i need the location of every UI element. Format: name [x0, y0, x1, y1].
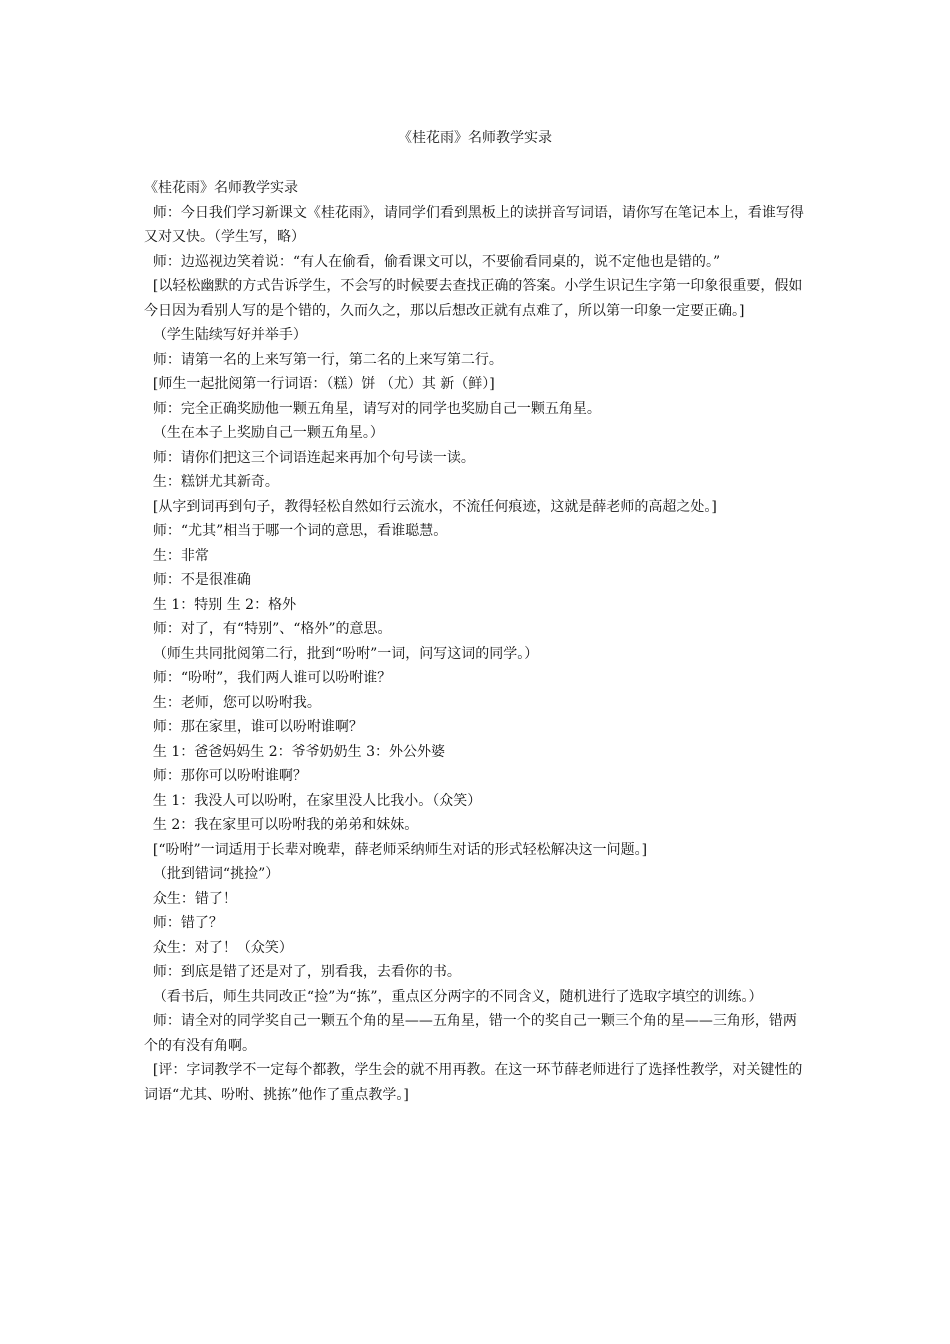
document-paragraph: 师：到底是错了还是对了，别看我，去看你的书。	[144, 964, 461, 980]
document-paragraph: 师：今日我们学习新课文《桂花雨》，请同学们看到黑板上的读拼音写词语，请你写在笔记本上，看谁写得又对又快。（学生写，略）	[144, 204, 804, 245]
document-paragraph: 生 1：我没人可以吩咐，在家里没人比我小。（众笑）	[144, 792, 482, 809]
document-paragraph: [从字到词再到句子，教得轻松自然如行云流水，不流任何痕迹，这就是薛老师的高超之处。]	[144, 498, 717, 515]
document-paragraph: 众生：错了！	[144, 890, 237, 907]
document-paragraph: （生在本子上奖励自己一颗五角星。）	[144, 425, 384, 441]
document-paragraph: （看书后，师生共同改正“捡”为“拣”，重点区分两字的不同含义，随机进行了选取字填空的训练。）	[144, 988, 763, 1005]
document-paragraph: 生：老师，您可以吩咐我。	[144, 694, 321, 711]
document-title: 《桂花雨》名师教学实录	[398, 130, 552, 146]
document-paragraph: 生：非常	[144, 547, 209, 564]
document-paragraph: [“吩咐”一词适用于长辈对晚辈，薛老师采纳师生对话的形式轻松解决这一问题。]	[144, 841, 648, 858]
document-paragraph: （学生陆续写好并举手）	[144, 327, 307, 343]
document-paragraph: 师：请第一名的上来写第一行，第二名的上来写第二行。	[144, 351, 503, 368]
document-paragraph: [以轻松幽默的方式告诉学生，不会写的时候要去查找正确的答案。小学生识记生字第一印象很重要，假如今日因为看别人写的是个错的，久而久之，那以后想改正就有点难了，所以第一印象一定要正确。]	[144, 278, 803, 319]
document-paragraph: 师：那在家里，谁可以吩咐谁啊？	[144, 719, 363, 735]
document-paragraph: 师：错了？	[144, 915, 223, 931]
document-paragraph: 师：边巡视边笑着说：“有人在偷看，偷看课文可以，不要偷看同桌的，说不定他也是错的。”	[144, 253, 721, 270]
document-paragraph: 师：不是很准确	[144, 572, 251, 588]
document-paragraph: 师：请你们把这三个词语连起来再加个句号读一读。	[144, 449, 475, 466]
document-paragraph: 生 1：特别 生 2：格外	[144, 596, 297, 613]
document-paragraph: [师生一起批阅第一行词语：（糕）饼 （尤）其 新（鲜）]	[144, 376, 495, 392]
document-paragraph: 众生：对了！（众笑）	[144, 939, 293, 956]
document-paragraph: 师：“吩咐”，我们两人谁可以吩咐谁？	[144, 670, 392, 686]
document-paragraph: 师：完全正确奖励他一颗五角星，请写对的同学也奖励自己一颗五角星。	[144, 400, 601, 417]
document-paragraph: 师：对了，有“特别”、“格外”的意思。	[144, 621, 392, 637]
document-paragraph: 师：请全对的同学奖自己一颗五个角的星——五角星，错一个的奖自己一颗三个角的星——三角形，错两个的有没有角啊。	[144, 1013, 797, 1054]
document-paragraph: [评：字词教学不一定每个都教，学生会的就不用再教。在这一环节薛老师进行了选择性教学，对关键性的词语“尤其、吩咐、挑拣”他作了重点教学。]	[144, 1062, 803, 1103]
document-paragraph: （批到错词“挑捡”）	[144, 866, 280, 882]
document-paragraph: （师生共同批阅第二行，批到“吩咐”一词，问写这词的同学。）	[144, 645, 539, 662]
document-paragraph: 师：“尤其”相当于哪一个词的意思，看谁聪慧。	[144, 523, 448, 539]
document-body	[144, 176, 810, 1107]
document-paragraph: 生 2：我在家里可以吩咐我的弟弟和妹妹。	[144, 817, 419, 833]
document-paragraph: 生：糕饼尤其新奇。	[144, 474, 279, 490]
document-paragraph: 生 1：爸爸妈妈生 2：爷爷奶奶生 3：外公外婆	[144, 743, 445, 760]
document-paragraph: 师：那你可以吩咐谁啊？	[144, 768, 307, 784]
document-heading-paragraph: 《桂花雨》名师教学实录	[144, 180, 298, 196]
